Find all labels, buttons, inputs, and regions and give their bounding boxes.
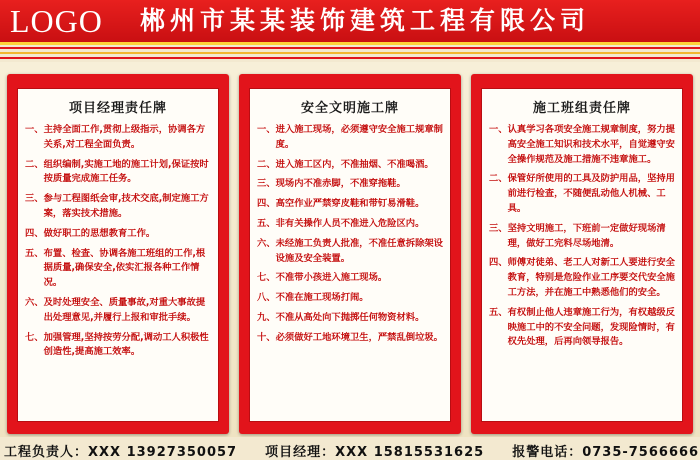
divider-stripe [0, 57, 700, 59]
item-number: 十、 [257, 331, 276, 343]
item-text: 做好职工的思想教育工作。 [43, 227, 156, 239]
list-item [257, 291, 445, 306]
list-item [489, 306, 677, 350]
item-number: 一、 [25, 124, 44, 135]
item-text: 进入施工现场，必须遵守安全施工规章制度。 [275, 124, 443, 150]
item-number: 二、 [257, 158, 276, 170]
list-item [257, 271, 445, 286]
item-text: 及时处理安全、质量事故,对重大事故提出处理意见,并履行上报和审批手续。 [43, 296, 206, 323]
list-item [257, 158, 445, 173]
item-number: 五、 [25, 247, 44, 259]
list-item [489, 222, 677, 252]
list-item [257, 237, 445, 267]
board-inner [17, 88, 219, 422]
list-item [257, 197, 445, 212]
board-safety-civilization [239, 74, 461, 434]
item-text: 必须做好工地环境卫生，严禁乱倒垃圾。 [275, 331, 443, 343]
item-number: 七、 [257, 272, 276, 284]
board-inner [249, 88, 451, 422]
item-text: 组织编制,实施工地的施工计划,保证按时按质量完成施工任务。 [43, 158, 209, 185]
item-number: 八、 [257, 292, 276, 304]
list-item [25, 158, 213, 188]
item-text: 高空作业严禁穿皮鞋和带钉易滑鞋。 [275, 198, 425, 210]
footer-text: 工程负责人：XXX 13927350057 项目经理：XXX 15815531625 报警电话：0735-7566666 [4, 445, 700, 460]
item-text: 不准带小孩进入施工现场。 [275, 272, 388, 284]
item-number: 七、 [25, 331, 44, 343]
item-text: 未经施工负责人批准，不准任意拆除架设设施及安全装置。 [275, 237, 443, 264]
footer-contact [0, 437, 700, 460]
item-text: 保管好所使用的工具及防护用品，坚持用前进行检查，不随便乱动他人机械、工具。 [507, 173, 675, 214]
board-list [25, 123, 213, 365]
board-list [489, 123, 677, 355]
item-number: 三、 [489, 222, 508, 234]
list-item [257, 331, 445, 346]
board-construction-team [471, 74, 693, 434]
item-text: 现场内不准赤脚，不准穿拖鞋。 [275, 178, 406, 190]
item-text: 布置、检查、协调各施工班组的工作,根据质量,确保安全,依实汇报各种工作情况。 [43, 247, 206, 289]
board-project-manager [7, 74, 229, 434]
board-list [257, 123, 445, 351]
item-number: 五、 [489, 306, 508, 318]
item-text: 坚持文明施工，下班前一定做好现场清理，做好工完料尽场地清。 [507, 222, 666, 249]
item-number: 一、 [489, 124, 508, 135]
list-item [257, 123, 445, 153]
list-item [257, 217, 445, 232]
company-name: 郴州市某某装饰建筑工程有限公司 [140, 6, 591, 35]
item-number: 二、 [25, 158, 44, 170]
item-number: 四、 [489, 257, 508, 269]
list-item [489, 256, 677, 300]
item-text: 加强管理,坚持按劳分配,调动工人积极性创造性,提高施工效率。 [43, 331, 209, 358]
divider-stripe [0, 47, 700, 49]
item-number: 四、 [257, 198, 276, 210]
board-title: 安全文明施工牌 [300, 101, 399, 116]
item-text: 认真学习各项安全施工规章制度，努力提高安全施工知识和技术水平，自觉遵守安全操作规范及施工措施不违章施工。 [507, 124, 675, 165]
item-number: 六、 [25, 296, 44, 308]
item-text: 主持全面工作,贯彻上级指示，协调各方关系,对工程全面负责。 [43, 124, 206, 150]
item-text: 不准在施工现场打闹。 [275, 292, 369, 304]
item-number: 六、 [257, 237, 276, 249]
list-item [25, 247, 213, 291]
item-number: 五、 [257, 217, 276, 229]
board-title: 施工班组责任牌 [532, 101, 631, 116]
header-bar [0, 0, 700, 45]
item-number: 二、 [489, 173, 508, 185]
logo: LOGO [10, 3, 103, 39]
item-number: 九、 [257, 311, 276, 323]
item-number: 一、 [257, 124, 276, 135]
item-text: 不准从高处向下抛掷任何物资材料。 [275, 311, 425, 323]
item-text: 进入施工区内，不准抽烟、不准喝酒。 [275, 158, 434, 170]
list-item [25, 192, 213, 222]
item-text: 非有关操作人员不准进入危险区内。 [275, 217, 425, 229]
list-item [25, 227, 213, 242]
list-item [257, 311, 445, 326]
list-item [489, 172, 677, 216]
list-item [25, 123, 213, 153]
item-number: 三、 [257, 178, 276, 190]
board-title: 项目经理责任牌 [68, 101, 167, 116]
item-text: 有权制止他人违章施工行为，有权越级反映施工中的不安全问题，发现险情时，有权先处理，后再向领导报告。 [507, 306, 675, 348]
list-item [25, 296, 213, 326]
list-item [257, 177, 445, 192]
list-item [25, 331, 213, 361]
item-text: 参与工程图纸会审,技术交底,制定施工方案，落实技术措施。 [43, 193, 209, 219]
list-item [489, 123, 677, 167]
divider-stripe [0, 52, 700, 54]
board-inner [481, 88, 683, 422]
item-number: 四、 [25, 227, 44, 239]
item-text: 师傅对徒弟、老工人对新工人要进行安全教育，特别是危险作业工序要交代安全施工方法，并在施工中熟悉他们的安全。 [507, 257, 675, 298]
item-number: 三、 [25, 193, 44, 205]
